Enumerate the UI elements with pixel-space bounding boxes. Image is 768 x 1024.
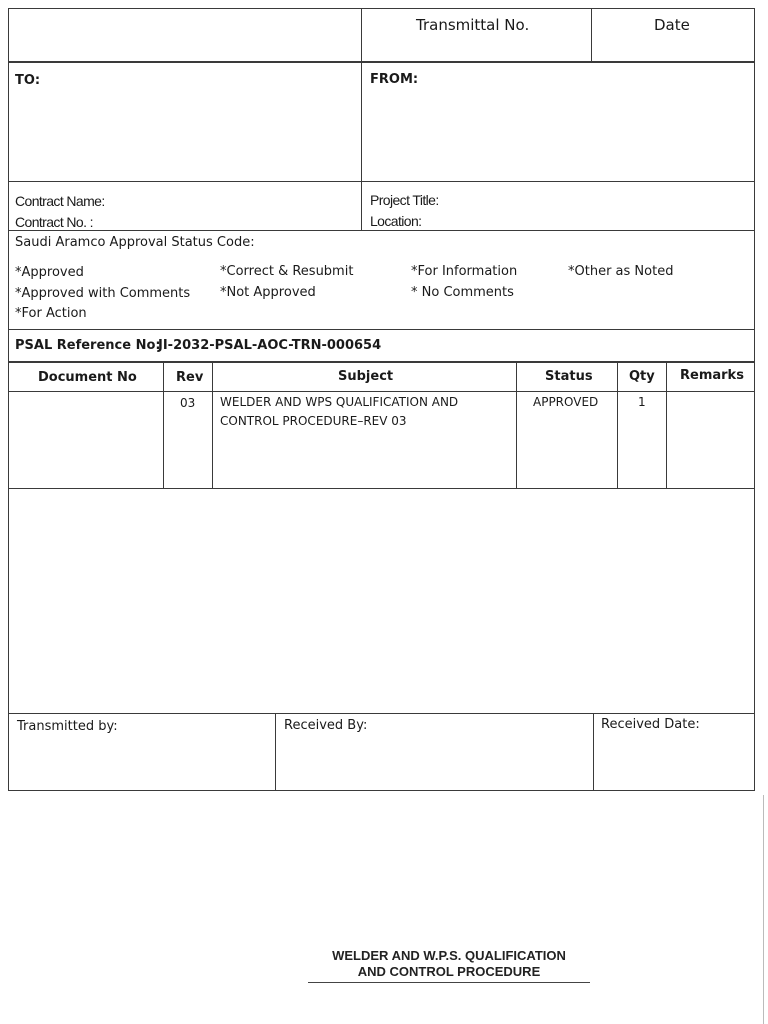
code-approved: *Approved xyxy=(15,265,84,280)
divider xyxy=(8,488,755,489)
cell-status: APPROVED xyxy=(533,395,599,409)
to-label: TO: xyxy=(15,73,41,88)
col-header-qty: Qty xyxy=(629,369,655,384)
psal-reference-value: JI-2032-PSAL-AOC-TRN-000654 xyxy=(158,338,382,353)
psal-reference-label: PSAL Reference No: xyxy=(15,338,161,353)
divider xyxy=(275,713,276,791)
code-correct-resubmit: *Correct & Resubmit xyxy=(220,264,354,279)
transmitted-by-label: Transmitted by: xyxy=(17,719,118,734)
divider xyxy=(617,362,618,489)
divider xyxy=(516,362,517,489)
code-for-information: *For Information xyxy=(411,264,518,279)
col-header-document-no: Document No xyxy=(38,370,137,385)
cell-subject-line-2: CONTROL PROCEDURE–REV 03 xyxy=(220,414,407,428)
cell-subject-line-1: WELDER AND WPS QUALIFICATION AND xyxy=(220,395,459,409)
divider xyxy=(212,362,213,489)
divider xyxy=(8,61,755,63)
divider xyxy=(8,361,755,363)
col-header-subject: Subject xyxy=(338,369,394,384)
code-approved-with-comments: *Approved with Comments xyxy=(15,286,191,301)
cell-qty: 1 xyxy=(638,395,646,409)
from-label: FROM: xyxy=(370,72,419,87)
col-header-rev: Rev xyxy=(176,370,204,385)
divider xyxy=(591,8,592,62)
divider xyxy=(8,230,755,231)
contract-name-label: Contract Name: xyxy=(15,193,105,209)
divider xyxy=(593,713,594,791)
code-not-approved: *Not Approved xyxy=(220,285,316,300)
divider xyxy=(666,362,667,489)
cell-rev: 03 xyxy=(180,396,196,410)
approval-status-heading: Saudi Aramco Approval Status Code: xyxy=(15,235,255,250)
divider xyxy=(8,391,755,392)
divider xyxy=(8,329,755,330)
contract-no-label: Contract No. : xyxy=(15,214,93,230)
received-by-label: Received By: xyxy=(284,718,368,733)
code-for-action: *For Action xyxy=(15,306,87,321)
transmittal-no-label: Transmittal No. xyxy=(416,16,530,34)
divider xyxy=(361,8,362,231)
page-edge-line xyxy=(763,795,764,1024)
procedure-title-line-2: AND CONTROL PROCEDURE xyxy=(357,964,541,979)
project-title-label: Project Title: xyxy=(370,192,439,208)
divider xyxy=(8,713,755,714)
divider xyxy=(8,181,755,182)
col-header-remarks: Remarks xyxy=(680,368,744,383)
procedure-title xyxy=(308,948,590,983)
divider xyxy=(163,362,164,489)
code-other-as-noted: *Other as Noted xyxy=(568,264,674,279)
date-label: Date xyxy=(654,16,690,34)
location-label: Location: xyxy=(370,213,422,229)
received-date-label: Received Date: xyxy=(601,717,700,732)
code-no-comments: * No Comments xyxy=(411,285,514,300)
procedure-title-line-1: WELDER AND W.P.S. QUALIFICATION xyxy=(332,948,566,963)
col-header-status: Status xyxy=(545,369,593,384)
